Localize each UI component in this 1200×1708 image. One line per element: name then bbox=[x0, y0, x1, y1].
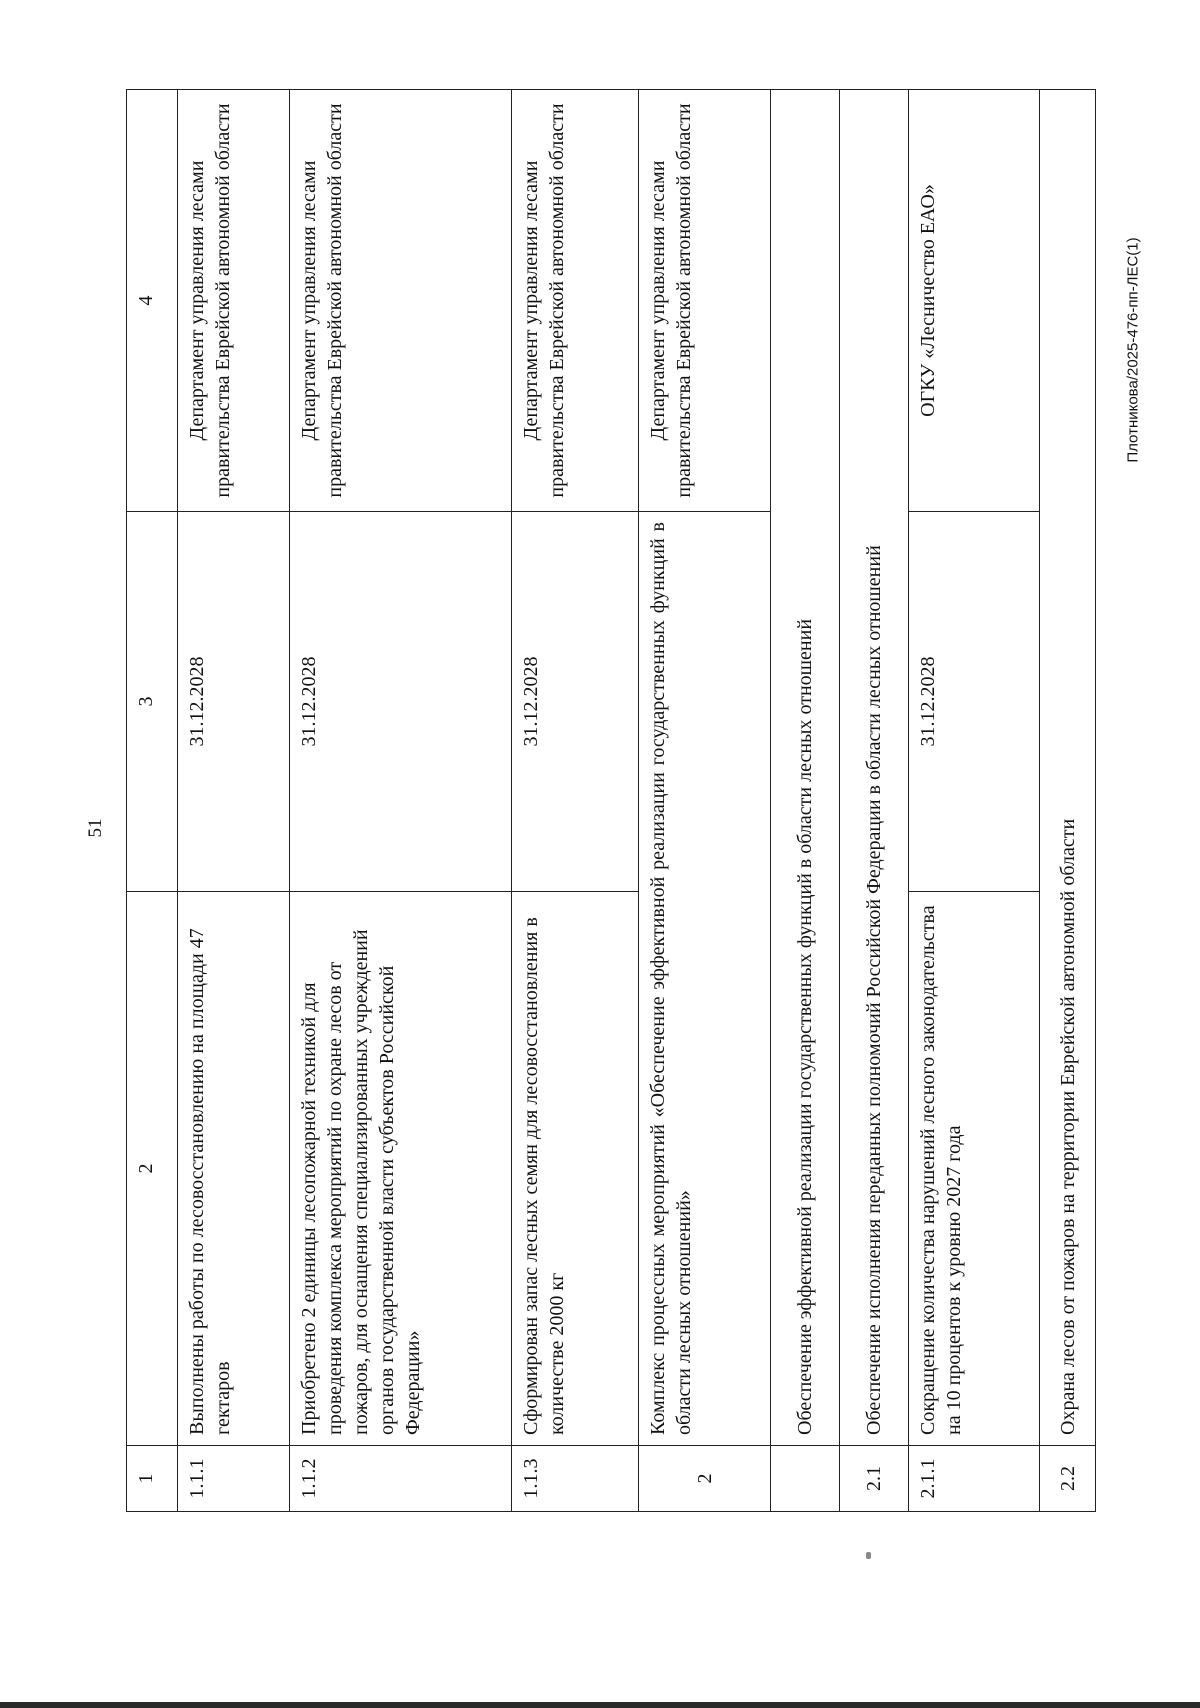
row-task: Комплекс процессных мероприятий «Обеспечение эффективной реализации государственных функций в области лесных отношений» bbox=[639, 512, 770, 1446]
row-number: 2.1 bbox=[839, 1446, 908, 1512]
row-number: 1.1.2 bbox=[289, 1446, 512, 1512]
scan-speck bbox=[866, 1552, 871, 1559]
row-date: 31.12.2028 bbox=[512, 512, 639, 892]
table-row bbox=[908, 90, 1039, 1512]
row-number: 1.1.1 bbox=[178, 1446, 289, 1512]
row-responsible: Департамент управления лесами правительства Еврейской автономной области bbox=[639, 90, 770, 512]
document-footer-code: Плотникова/2025-476-пп-ЛЕС(1) bbox=[1124, 237, 1142, 463]
measures-table bbox=[126, 89, 1096, 1512]
row-number-empty bbox=[770, 1446, 839, 1512]
row-text: Обеспечение исполнения переданных полномочий Российской Федерации в области лесных отношений bbox=[839, 90, 908, 1446]
header-col-3: 3 bbox=[127, 512, 178, 892]
row-responsible: ОГКУ «Лесничество ЕАО» bbox=[908, 90, 1039, 512]
header-col-1: 1 bbox=[127, 1446, 178, 1512]
table-row bbox=[770, 90, 839, 1512]
row-date: 31.12.2028 bbox=[289, 512, 512, 892]
row-text: Охрана лесов от пожаров на территории Еврейской автономной области bbox=[1040, 90, 1096, 1446]
row-task: Приобретено 2 единицы лесопожарной техникой для проведения комплекса мероприятий по охране лесов от пожаров, для оснащения специализированных учреждений органов государственной власти субъектов Российской Федерации» bbox=[289, 892, 512, 1446]
table-header-row bbox=[127, 90, 178, 1512]
scan-bottom-edge bbox=[0, 1702, 1200, 1708]
row-task: Сокращение количества нарушений лесного законодательства на 10 процентов к уровню 2027 года bbox=[908, 892, 1039, 1446]
table-row bbox=[639, 90, 770, 1512]
row-date: 31.12.2028 bbox=[908, 512, 1039, 892]
table-row bbox=[289, 90, 512, 1512]
row-task: Сформирован запас лесных семян для лесовосстановления в количестве 2000 кг bbox=[512, 892, 639, 1446]
row-task: Выполнены работы по лесовосстановлению на площади 47 гектаров bbox=[178, 892, 289, 1446]
table-row bbox=[1040, 90, 1096, 1512]
row-responsible: Департамент управления лесами правительства Еврейской автономной области bbox=[289, 90, 512, 512]
table-row bbox=[512, 90, 639, 1512]
table-row bbox=[839, 90, 908, 1512]
page-number: 51 bbox=[85, 818, 106, 838]
row-number: 2 bbox=[639, 1446, 770, 1512]
goal-text: Обеспечение эффективной реализации государственных функций в области лесных отношений bbox=[770, 90, 839, 1446]
table-row bbox=[178, 90, 289, 1512]
document-table-rotated bbox=[126, 90, 1096, 1512]
row-number: 2.2 bbox=[1040, 1446, 1096, 1512]
header-col-4: 4 bbox=[127, 90, 178, 512]
row-responsible: Департамент управления лесами правительства Еврейской автономной области bbox=[512, 90, 639, 512]
row-number: 2.1.1 bbox=[908, 1446, 1039, 1512]
header-col-2: 2 bbox=[127, 892, 178, 1446]
row-responsible: Департамент управления лесами правительства Еврейской автономной области bbox=[178, 90, 289, 512]
row-date: 31.12.2028 bbox=[178, 512, 289, 892]
row-number: 1.1.3 bbox=[512, 1446, 639, 1512]
